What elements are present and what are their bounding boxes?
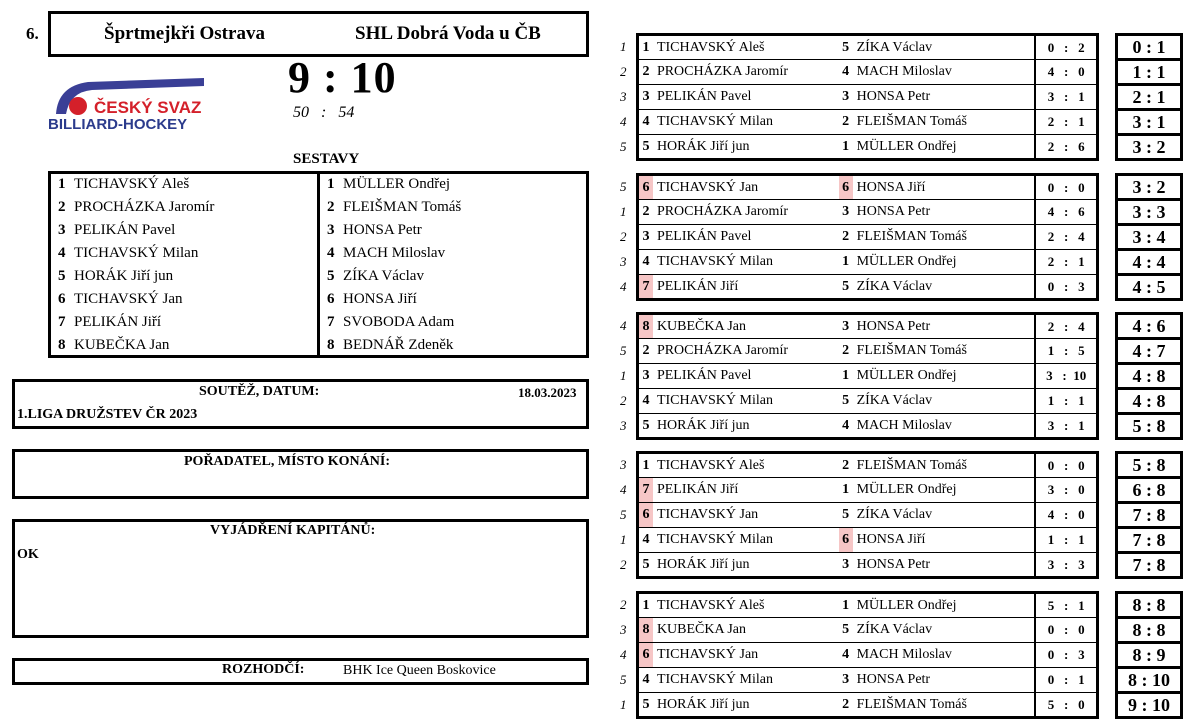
- lineups-title: SESTAVY: [293, 151, 360, 167]
- lineups-divider: [317, 171, 320, 358]
- frame-score: 1 : 1: [1035, 528, 1097, 553]
- away-player-name: HONSA Jiří: [853, 175, 1036, 200]
- match-row: [620, 250, 1182, 275]
- home-player-name: HORÁK Jiří jun: [653, 553, 839, 578]
- player-name: KUBEČKA Jan: [74, 337, 170, 353]
- player-name: BEDNÁŘ Zdeněk: [343, 337, 454, 353]
- frame-score: 2 : 1: [1035, 110, 1097, 135]
- home-player-name: TICHAVSKÝ Milan: [653, 668, 839, 693]
- match-row: [620, 364, 1182, 389]
- home-lineup-item: [58, 242, 198, 265]
- cumulative-score: 6 : 8: [1117, 478, 1182, 503]
- match-row: [620, 643, 1182, 668]
- match-row: [620, 553, 1182, 578]
- match-index: 1: [620, 532, 627, 547]
- match-row: [620, 528, 1182, 553]
- player-number: 8: [58, 337, 66, 353]
- home-player-name: TICHAVSKÝ Jan: [653, 175, 839, 200]
- player-number: 5: [327, 268, 335, 284]
- home-player-name: TICHAVSKÝ Milan: [653, 528, 839, 553]
- match-row: [620, 135, 1182, 160]
- frame-score: 3 : 0: [1035, 478, 1097, 503]
- spacer: [1098, 200, 1117, 225]
- away-player-number: 6: [839, 175, 853, 200]
- home-lineup-item: [58, 311, 161, 334]
- player-number: 7: [58, 314, 66, 330]
- away-player-number: 5: [839, 618, 853, 643]
- home-lineup-item: [58, 288, 182, 311]
- cumulative-score: 4 : 4: [1117, 250, 1182, 275]
- home-player-number: 8: [637, 314, 652, 339]
- match-block: [620, 312, 1183, 440]
- frame-score: 0 : 0: [1035, 618, 1097, 643]
- home-player-name: PELIKÁN Pavel: [653, 225, 839, 250]
- home-player-number: 6: [637, 503, 652, 528]
- away-lineup-item: [327, 288, 417, 311]
- away-lineup-item: [327, 334, 453, 357]
- round-number: 6.: [26, 24, 39, 43]
- match-index: 2: [620, 393, 627, 408]
- match-index: 5: [620, 343, 627, 358]
- match-index: 3: [620, 622, 627, 637]
- frame-score: 3 : 3: [1035, 553, 1097, 578]
- cumulative-score: 4 : 8: [1117, 364, 1182, 389]
- player-name: MACH Miloslav: [343, 245, 446, 261]
- match-row: [620, 35, 1182, 60]
- away-player-number: 1: [839, 135, 853, 160]
- home-player-number: 3: [637, 364, 652, 389]
- home-player-name: PROCHÁZKA Jaromír: [653, 60, 839, 85]
- away-player-number: 1: [839, 364, 853, 389]
- away-player-number: 5: [839, 275, 853, 300]
- cumulative-score: 5 : 8: [1117, 414, 1182, 439]
- home-player-name: TICHAVSKÝ Aleš: [653, 35, 839, 60]
- frame-score: 4 : 0: [1035, 60, 1097, 85]
- away-player-name: FLEIŠMAN Tomáš: [853, 339, 1036, 364]
- frame-score: 0 : 1: [1035, 668, 1097, 693]
- captains-text: OK: [17, 547, 39, 562]
- match-row: [620, 453, 1182, 478]
- spacer: [1098, 314, 1117, 339]
- player-number: 8: [327, 337, 335, 353]
- captains-label: VYJÁDŘENÍ KAPITÁNŮ:: [210, 523, 376, 538]
- away-player-number: 3: [839, 314, 853, 339]
- match-row: [620, 593, 1182, 618]
- frame-score: 3 : 1: [1035, 414, 1097, 439]
- match-index: 2: [620, 557, 627, 572]
- home-player-number: 1: [637, 35, 652, 60]
- away-team-name: SHL Dobrá Voda u ČB: [355, 23, 541, 44]
- home-player-name: TICHAVSKÝ Jan: [653, 643, 839, 668]
- home-player-number: 2: [637, 200, 652, 225]
- away-player-name: ZÍKA Václav: [853, 35, 1036, 60]
- spacer: [1098, 414, 1117, 439]
- player-number: 2: [58, 199, 66, 215]
- spacer: [1098, 60, 1117, 85]
- spacer: [1098, 553, 1117, 578]
- cumulative-score: 7 : 8: [1117, 553, 1182, 578]
- match-index: 1: [620, 368, 627, 383]
- home-player-number: 8: [637, 618, 652, 643]
- frame-score: 4 : 0: [1035, 503, 1097, 528]
- home-player-name: PROCHÁZKA Jaromír: [653, 200, 839, 225]
- away-player-name: FLEIŠMAN Tomáš: [853, 453, 1036, 478]
- cumulative-score: 8 : 10: [1117, 668, 1182, 693]
- away-player-number: 3: [839, 85, 853, 110]
- away-player-name: HONSA Petr: [853, 553, 1036, 578]
- cumulative-score: 3 : 3: [1117, 200, 1182, 225]
- home-player-name: KUBEČKA Jan: [653, 314, 839, 339]
- match-index: 5: [620, 507, 627, 522]
- player-name: FLEIŠMAN Tomáš: [343, 199, 462, 215]
- home-player-name: TICHAVSKÝ Aleš: [653, 593, 839, 618]
- cumulative-score: 3 : 1: [1117, 110, 1182, 135]
- home-player-name: PELIKÁN Pavel: [653, 85, 839, 110]
- away-player-name: HONSA Petr: [853, 85, 1036, 110]
- home-player-name: HORÁK Jiří jun: [653, 414, 839, 439]
- match-block: [620, 173, 1183, 301]
- away-player-name: ZÍKA Václav: [853, 618, 1036, 643]
- spacer: [1098, 275, 1117, 300]
- away-player-number: 6: [839, 528, 853, 553]
- frame-score: 0 : 3: [1035, 275, 1097, 300]
- match-index: 3: [620, 254, 627, 269]
- spacer: [1098, 225, 1117, 250]
- match-row: [620, 414, 1182, 439]
- home-player-number: 4: [637, 250, 652, 275]
- cumulative-score: 8 : 8: [1117, 618, 1182, 643]
- away-lineup-item: [327, 173, 450, 196]
- player-name: TICHAVSKÝ Aleš: [74, 176, 190, 192]
- away-player-name: ZÍKA Václav: [853, 389, 1036, 414]
- frame-score: 50 : 54: [293, 104, 355, 121]
- home-lineup-item: [58, 334, 169, 357]
- match-index: 4: [620, 647, 627, 662]
- home-player-name: KUBEČKA Jan: [653, 618, 839, 643]
- away-player-name: MÜLLER Ondřej: [853, 478, 1036, 503]
- away-player-name: MACH Miloslav: [853, 643, 1036, 668]
- frame-score: 0 : 3: [1035, 643, 1097, 668]
- home-player-number: 2: [637, 339, 652, 364]
- away-player-number: 4: [839, 414, 853, 439]
- home-player-name: TICHAVSKÝ Milan: [653, 110, 839, 135]
- cumulative-score: 3 : 2: [1117, 135, 1182, 160]
- spacer: [1098, 453, 1117, 478]
- away-player-number: 2: [839, 225, 853, 250]
- match-block: [620, 33, 1183, 161]
- spacer: [1098, 503, 1117, 528]
- frame-score: 1 : 1: [1035, 389, 1097, 414]
- home-lineup-item: [58, 196, 214, 219]
- match-row: [620, 110, 1182, 135]
- away-player-name: HONSA Petr: [853, 668, 1036, 693]
- away-player-name: HONSA Petr: [853, 200, 1036, 225]
- home-player-name: HORÁK Jiří jun: [653, 693, 839, 718]
- away-lineup-item: [327, 242, 445, 265]
- home-player-name: TICHAVSKÝ Milan: [653, 250, 839, 275]
- frame-score: 2 : 4: [1035, 225, 1097, 250]
- away-player-name: HONSA Petr: [853, 314, 1036, 339]
- cumulative-score: 1 : 1: [1117, 60, 1182, 85]
- player-name: SVOBODA Adam: [343, 314, 455, 330]
- home-player-number: 7: [637, 478, 652, 503]
- match-row: [620, 693, 1182, 718]
- match-row: [620, 225, 1182, 250]
- away-player-name: MÜLLER Ondřej: [853, 250, 1036, 275]
- spacer: [1098, 339, 1117, 364]
- organizer-label: POŘADATEL, MÍSTO KONÁNÍ:: [184, 454, 391, 469]
- player-number: 6: [58, 291, 66, 307]
- frame-score: 2 : 1: [1035, 250, 1097, 275]
- player-name: MÜLLER Ondřej: [343, 176, 451, 192]
- away-lineup-item: [327, 196, 461, 219]
- player-name: ZÍKA Václav: [343, 268, 424, 284]
- player-name: TICHAVSKÝ Jan: [74, 291, 183, 307]
- player-number: 4: [327, 245, 335, 261]
- away-player-name: HONSA Jiří: [853, 528, 1036, 553]
- cumulative-score: 8 : 9: [1117, 643, 1182, 668]
- cumulative-score: 3 : 4: [1117, 225, 1182, 250]
- away-player-number: 2: [839, 693, 853, 718]
- competition-label: SOUTĚŽ, DATUM:: [199, 384, 320, 399]
- player-name: HONSA Jiří: [343, 291, 417, 307]
- cumulative-score: 8 : 8: [1117, 593, 1182, 618]
- home-player-number: 7: [637, 275, 652, 300]
- home-lineup-item: [58, 173, 189, 196]
- away-player-number: 1: [839, 250, 853, 275]
- spacer: [1098, 250, 1117, 275]
- away-player-number: 3: [839, 668, 853, 693]
- match-row: [620, 503, 1182, 528]
- spacer: [1098, 618, 1117, 643]
- player-name: PELIKÁN Pavel: [74, 222, 176, 238]
- player-name: PELIKÁN Jiří: [74, 314, 162, 330]
- player-number: 5: [58, 268, 66, 284]
- spacer: [1098, 478, 1117, 503]
- logo: [48, 72, 218, 136]
- home-player-number: 4: [637, 110, 652, 135]
- away-player-number: 2: [839, 453, 853, 478]
- home-player-name: TICHAVSKÝ Milan: [653, 389, 839, 414]
- home-player-number: 3: [637, 225, 652, 250]
- away-player-number: 3: [839, 553, 853, 578]
- away-player-number: 4: [839, 643, 853, 668]
- frame-score: 3 : 10: [1035, 364, 1097, 389]
- player-name: TICHAVSKÝ Milan: [74, 245, 199, 261]
- player-number: 6: [327, 291, 335, 307]
- away-player-number: 1: [839, 478, 853, 503]
- match-index: 1: [620, 204, 627, 219]
- spacer: [1098, 364, 1117, 389]
- home-player-number: 1: [637, 593, 652, 618]
- home-player-number: 1: [637, 453, 652, 478]
- frame-score: 2 : 6: [1035, 135, 1097, 160]
- final-score: 9 : 10: [288, 53, 397, 102]
- away-player-number: 3: [839, 200, 853, 225]
- spacer: [1098, 175, 1117, 200]
- away-player-name: FLEIŠMAN Tomáš: [853, 693, 1036, 718]
- player-number: 3: [58, 222, 66, 238]
- cumulative-score: 4 : 7: [1117, 339, 1182, 364]
- away-player-number: 5: [839, 503, 853, 528]
- away-player-name: FLEIŠMAN Tomáš: [853, 110, 1036, 135]
- home-player-number: 4: [637, 668, 652, 693]
- match-row: [620, 618, 1182, 643]
- spacer: [1098, 135, 1117, 160]
- spacer: [1098, 593, 1117, 618]
- player-name: HORÁK Jiří jun: [74, 268, 174, 284]
- match-index: 3: [620, 418, 627, 433]
- home-lineup-item: [58, 265, 173, 288]
- away-player-name: MACH Miloslav: [853, 60, 1036, 85]
- player-name: PROCHÁZKA Jaromír: [74, 199, 215, 215]
- player-number: 1: [58, 176, 66, 192]
- match-row: [620, 668, 1182, 693]
- away-player-name: MÜLLER Ondřej: [853, 593, 1036, 618]
- match-index: 4: [620, 318, 627, 333]
- away-player-name: FLEIŠMAN Tomáš: [853, 225, 1036, 250]
- cumulative-score: 9 : 10: [1117, 693, 1182, 718]
- player-number: 3: [327, 222, 335, 238]
- match-index: 5: [620, 139, 627, 154]
- match-row: [620, 389, 1182, 414]
- player-number: 7: [327, 314, 335, 330]
- away-player-name: MÜLLER Ondřej: [853, 135, 1036, 160]
- match-row: [620, 85, 1182, 110]
- away-player-number: 4: [839, 60, 853, 85]
- home-player-number: 3: [637, 85, 652, 110]
- home-player-name: TICHAVSKÝ Jan: [653, 503, 839, 528]
- away-player-number: 5: [839, 35, 853, 60]
- cumulative-score: 0 : 1: [1117, 35, 1182, 60]
- match-row: [620, 478, 1182, 503]
- home-player-number: 2: [637, 60, 652, 85]
- cumulative-score: 7 : 8: [1117, 528, 1182, 553]
- match-row: [620, 314, 1182, 339]
- away-player-name: ZÍKA Václav: [853, 275, 1036, 300]
- match-index: 2: [620, 229, 627, 244]
- frame-score: 0 : 0: [1035, 175, 1097, 200]
- match-row: [620, 175, 1182, 200]
- away-player-name: MACH Miloslav: [853, 414, 1036, 439]
- match-row: [620, 275, 1182, 300]
- match-block: [620, 451, 1183, 579]
- match-index: 4: [620, 114, 627, 129]
- frame-score: 4 : 6: [1035, 200, 1097, 225]
- home-player-name: PROCHÁZKA Jaromír: [653, 339, 839, 364]
- spacer: [1098, 693, 1117, 718]
- home-player-name: PELIKÁN Jiří: [653, 478, 839, 503]
- spacer: [1098, 85, 1117, 110]
- away-lineup-item: [327, 265, 424, 288]
- away-player-number: 5: [839, 389, 853, 414]
- match-index: 3: [620, 457, 627, 472]
- home-player-number: 5: [637, 135, 652, 160]
- competition-date: 18.03.2023: [518, 385, 577, 400]
- frame-score: 3 : 1: [1035, 85, 1097, 110]
- match-block: [620, 591, 1183, 719]
- referee-label: ROZHODČÍ:: [222, 662, 305, 677]
- cumulative-score: 7 : 8: [1117, 503, 1182, 528]
- logo-line2: BILLIARD-HOCKEY: [48, 116, 188, 133]
- home-player-name: TICHAVSKÝ Aleš: [653, 453, 839, 478]
- home-player-name: PELIKÁN Jiří: [653, 275, 839, 300]
- spacer: [1098, 668, 1117, 693]
- match-index: 1: [620, 697, 627, 712]
- away-player-name: MÜLLER Ondřej: [853, 364, 1036, 389]
- away-player-number: 2: [839, 339, 853, 364]
- home-lineup-item: [58, 219, 175, 242]
- match-row: [620, 60, 1182, 85]
- spacer: [1098, 389, 1117, 414]
- frame-score: 5 : 0: [1035, 693, 1097, 718]
- home-player-number: 6: [637, 175, 652, 200]
- home-player-name: HORÁK Jiří jun: [653, 135, 839, 160]
- cumulative-score: 4 : 8: [1117, 389, 1182, 414]
- logo-line1: ČESKÝ SVAZ: [94, 98, 202, 117]
- cumulative-score: 5 : 8: [1117, 453, 1182, 478]
- match-index: 1: [620, 39, 627, 54]
- match-index: 5: [620, 179, 627, 194]
- match-index: 2: [620, 64, 627, 79]
- spacer: [1098, 528, 1117, 553]
- frame-score: 1 : 5: [1035, 339, 1097, 364]
- away-lineup-item: [327, 219, 422, 242]
- home-team-name: Šprtmejkři Ostrava: [104, 23, 265, 44]
- frame-score: 2 : 4: [1035, 314, 1097, 339]
- frame-score: 0 : 2: [1035, 35, 1097, 60]
- home-player-number: 5: [637, 414, 652, 439]
- home-player-number: 6: [637, 643, 652, 668]
- away-player-number: 2: [839, 110, 853, 135]
- cumulative-score: 4 : 5: [1117, 275, 1182, 300]
- away-lineup-item: [327, 311, 454, 334]
- match-index: 4: [620, 279, 627, 294]
- home-player-number: 4: [637, 389, 652, 414]
- home-player-name: PELIKÁN Pavel: [653, 364, 839, 389]
- cumulative-score: 4 : 6: [1117, 314, 1182, 339]
- frame-score: 5 : 1: [1035, 593, 1097, 618]
- player-name: HONSA Petr: [343, 222, 422, 238]
- home-player-number: 5: [637, 553, 652, 578]
- spacer: [1098, 110, 1117, 135]
- match-row: [620, 339, 1182, 364]
- match-index: 4: [620, 482, 627, 497]
- match-row: [620, 200, 1182, 225]
- spacer: [1098, 35, 1117, 60]
- spacer: [1098, 643, 1117, 668]
- cumulative-score: 3 : 2: [1117, 175, 1182, 200]
- match-index: 3: [620, 89, 627, 104]
- player-number: 1: [327, 176, 335, 192]
- referee-value: BHK Ice Queen Boskovice: [343, 663, 496, 678]
- away-player-name: ZÍKA Václav: [853, 503, 1036, 528]
- home-player-number: 4: [637, 528, 652, 553]
- match-index: 2: [620, 597, 627, 612]
- player-number: 4: [58, 245, 66, 261]
- frame-score: 0 : 0: [1035, 453, 1097, 478]
- player-number: 2: [327, 199, 335, 215]
- competition-name: 1.LIGA DRUŽSTEV ČR 2023: [17, 407, 198, 422]
- away-player-number: 1: [839, 593, 853, 618]
- cumulative-score: 2 : 1: [1117, 85, 1182, 110]
- match-index: 5: [620, 672, 627, 687]
- home-player-number: 5: [637, 693, 652, 718]
